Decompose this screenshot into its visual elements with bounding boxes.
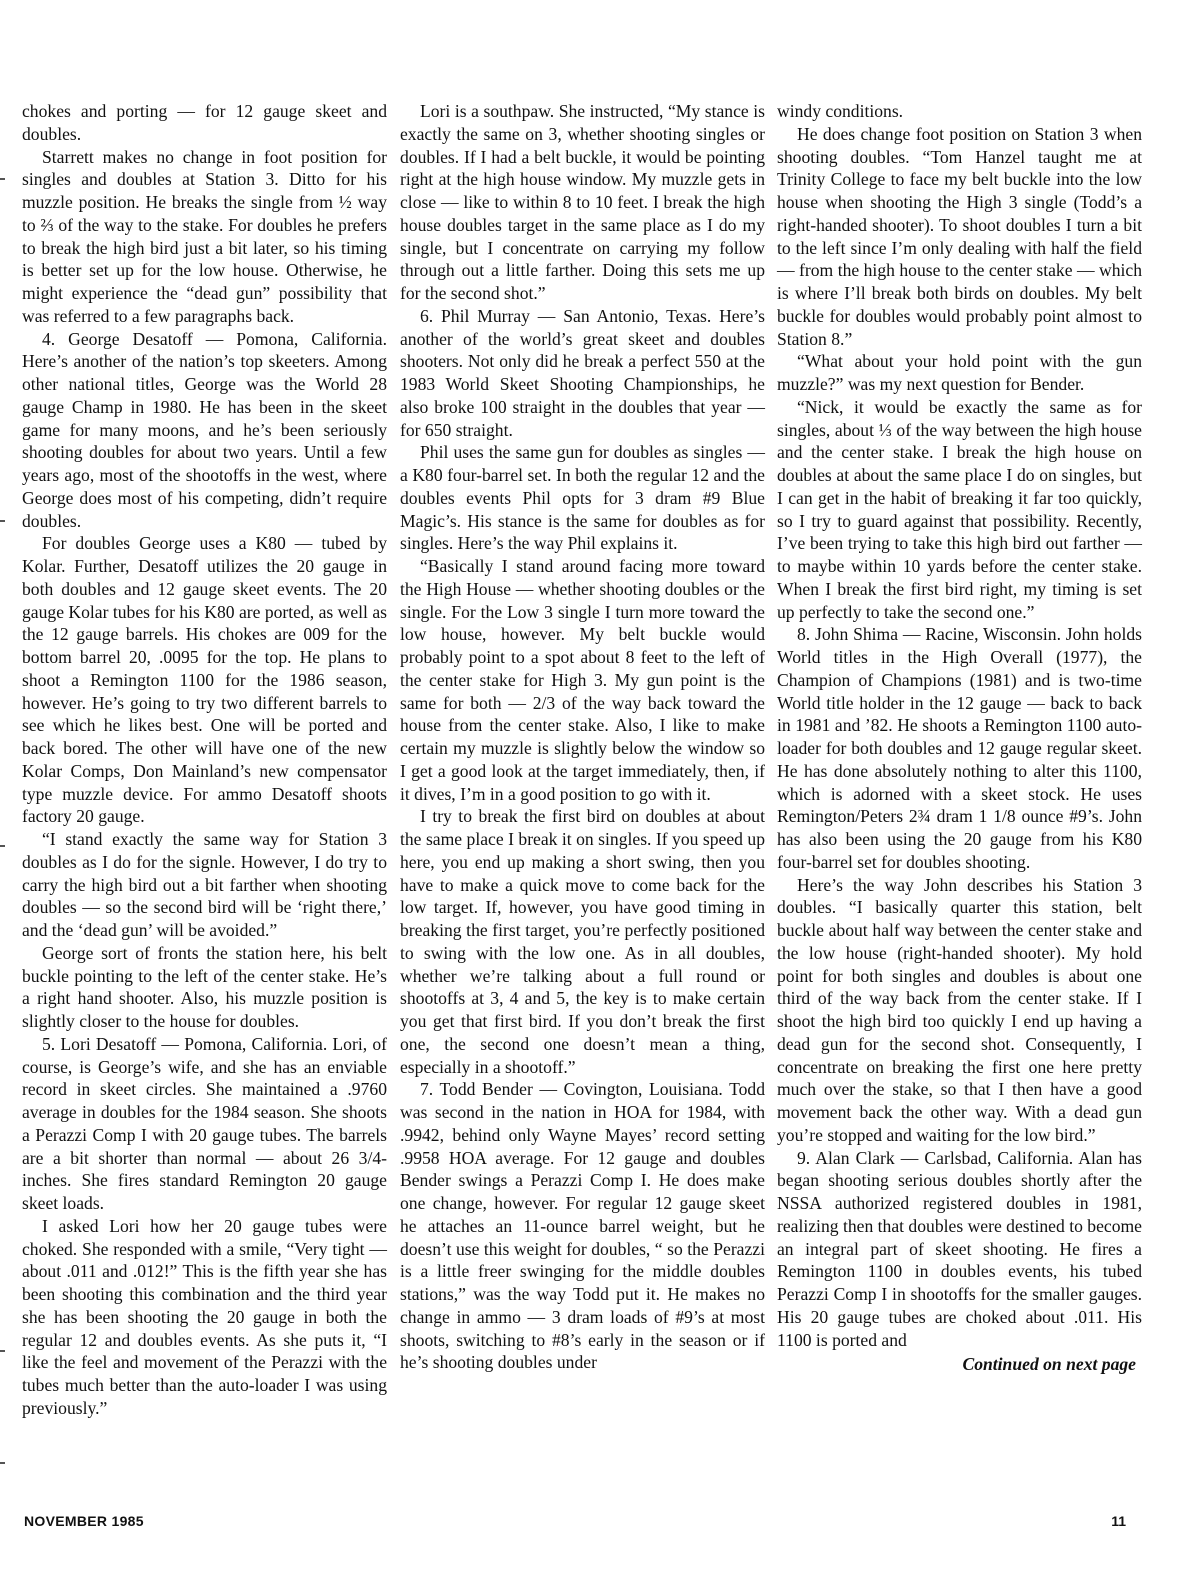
paragraph: I try to break the first bird on doubles at about the same place I break it on singles. If you speed up here, you end up making a short swing, then you have to make a quick move to come back for the low target. If, however, you have good timing in breaking the first target, you’re perfectly positioned to swing with the low one. As in all doubles, whether we’re talking about a full round or shootoffs at 3, 4 and 5, the key is to make certain you get that first bird. If you don’t break the first one, the second one doesn’t mean a thing, especially in a shootoff.”	[400, 806, 765, 1077]
paragraph: “Nick, it would be exactly the same as for singles, about ⅓ of the way between the high house and the center stake. I break the high house on doubles at about the same place I do on singles, but I can get in the habit of breaking it far too quickly, so I try to guard against that possibility. Recently, I’ve been trying to take this high bird out farther — to maybe within 10 yards before the center stake. When I break the first bird right, my timing is set up perfectly to take the second one.”	[777, 396, 1142, 622]
issue-date: NOVEMBER 1985	[24, 1513, 144, 1529]
paragraph: 6. Phil Murray — San Antonio, Texas. Here’s another of the world’s great skeet and doubles shooters. Not only did he break a perfect 550 at the 1983 World Skeet Shooting Championships, he also broke 100 straight in the doubles that year — for 650 straight.	[400, 305, 765, 440]
paragraph: chokes and porting — for 12 gauge skeet and doubles.	[22, 101, 387, 144]
paragraph: “Basically I stand around facing more toward the High House — whether shooting doubles or the single. For the Low 3 single I turn more toward the low house, however. My belt buckle would probably point to a spot about 8 feet to the left of the center stake for High 3. My gun point is the same for both — 2/3 of the way back toward the house from the center stake. Also, I like to make certain my muzzle is slightly below the window so I get a good look at the target immediately, then, if it dives, I’m in a good position to go with it.	[400, 556, 765, 804]
paragraph: Starrett makes no change in foot position for singles and doubles at Station 3. Ditto for his muzzle position. He breaks the single from ½ way to ⅔ of the way to the stake. For doubles he prefers to break the high bird just a bit later, so his timing is better set up for the low house. Otherwise, he might experience the “dead gun” possibility that was referred to a few paragraphs back.	[22, 146, 387, 326]
paragraph: George sort of fronts the station here, his belt buckle pointing to the left of the center stake. He’s a right hand shooter. Also, his muzzle position is slightly closer to the house for doubles.	[22, 942, 387, 1031]
paragraph: 7. Todd Bender — Covington, Louisiana. Todd was second in the nation in HOA for 1984, with .9942, behind only Wayne Mayes’ record setting .9958 HOA average. For 12 gauge and doubles Bender swings a Perazzi Comp I. He does make one change, however. For regular 12 gauge skeet he attaches an 11-ounce barrel weight, but he doesn’t use this weight for doubles, “ so the Perazzi is a little freer swinging for the middle doubles stations,” was the way Todd put it. He makes no change in ammo — 3 dram loads of #9’s at most shoots, switching to #8’s early in the season or if he’s shooting doubles under	[400, 1079, 765, 1373]
paragraph: Phil uses the same gun for doubles as singles — a K80 four-barrel set. In both the regular 12 and the doubles events Phil opts for 3 dram #9 Blue Magic’s. His stance is the same for doubles as for singles. Here’s the way Phil explains it.	[400, 442, 765, 554]
paragraph: I asked Lori how her 20 gauge tubes were choked. She responded with a smile, “Very tight — about .011 and .012!” This is the fifth year she has been shooting this combination and the third year she has been shooting the 20 gauge in both the regular 12 and doubles events. As she puts it, “I like the feel and movement of the Perazzi with the tubes much better than the auto-loader I was using previously.”	[22, 1215, 387, 1418]
text-column-2	[400, 100, 765, 1374]
scan-edge-mark	[0, 1462, 5, 1464]
continued-notice: Continued on next page	[962, 1354, 1136, 1375]
paragraph: He does change foot position on Station 3 when shooting doubles. “Tom Hanzel taught me at Trinity College to face my belt buckle into the low house when shooting the High 3 single (Todd’s a right-handed shooter). To shoot doubles I turn a bit to the left since I’m only dealing with half the field — from the high house to the center stake — which is where I’ll break both birds on doubles. My belt buckle for doubles would probably point almost to Station 8.”	[777, 123, 1142, 349]
paragraph: “What about your hold point with the gun muzzle?” was my next question for Bender.	[777, 351, 1142, 394]
paragraph: For doubles George uses a K80 — tubed by Kolar. Further, Desatoff utilizes the 20 gauge in both doubles and 12 gauge skeet events. The 20 gauge Kolar tubes for his K80 are ported, as well as the 12 gauge barrels. His chokes are 009 for the bottom barrel 20, .0095 for the top. He plans to shoot a Remington 1100 for the 1986 season, however. He’s going to try two different barrels to see which he likes best. One will be ported and back bored. The other will have one of the new Kolar Comps, Don Mainland’s new compensator type muzzle device. For ammo Desatoff shoots factory 20 gauge.	[22, 533, 387, 827]
scan-edge-mark	[0, 845, 5, 847]
paragraph: Lori is a southpaw. She instructed, “My stance is exactly the same on 3, whether shooting singles or doubles. If I had a belt buckle, it would be pointing right at the high house window. My muzzle gets in close — like to within 8 to 10 feet. I break the high house doubles target in the same place as I do my single, but I concentrate on carrying my follow through out a little farther. Doing this sets me up for the second shot.”	[400, 101, 765, 303]
paragraph: 5. Lori Desatoff — Pomona, California. Lori, of course, is George’s wife, and she has an enviable record in skeet circles. She maintained a .9760 average in doubles for the 1984 season. She shoots a Perazzi Comp I with 20 gauge tubes. The barrels are a bit shorter than normal — about 26 3/4-inches. She fires standard Remington 20 gauge skeet loads.	[22, 1033, 387, 1213]
scan-edge-mark	[0, 520, 5, 522]
scan-edge-mark	[0, 1350, 5, 1352]
scan-edge-mark	[0, 178, 5, 180]
paragraph: windy conditions.	[777, 101, 904, 121]
page-number: 11	[1111, 1513, 1126, 1529]
text-column-3	[777, 100, 1142, 1376]
paragraph: “I stand exactly the same way for Station 3 doubles as I do for the signle. However, I do try to carry the high bird out a bit farther when shooting doubles — so the second bird will be ‘right there,’ and the ‘dead gun’ will be avoided.”	[22, 829, 387, 940]
paragraph: 4. George Desatoff — Pomona, California. Here’s another of the nation’s top skeeters. Among other national titles, George was the World 28 gauge Champ in 1980. He has been in the skeet game for many moons, and he’s been seriously shooting doubles for about two years. Until a few years ago, most of the shootoffs in the west, where George does most of his competing, didn’t require doubles.	[22, 328, 387, 531]
paragraph: Here’s the way John describes his Station 3 doubles. “I basically quarter this station, belt buckle about half way between the center stake and the low house (right-handed shooter). My hold point for both singles and doubles is about one third of the way back from the center stake. If I shoot the high bird too quickly I end up having a dead gun for the second shot. Consequently, I concentrate on breaking the first one here pretty much over the stake, so that I then have a good movement back the other way. With a dead gun you’re stopped and waiting for the low bird.”	[777, 874, 1142, 1145]
text-column-1	[22, 100, 387, 1420]
paragraph: 9. Alan Clark — Carlsbad, California. Alan has began shooting serious doubles shortly after the NSSA authorized registered doubles in 1981, realizing then that doubles were destined to become an integral part of skeet shooting. He fires a Remington 1100 in doubles events, his tubed Perazzi Comp I in shootoffs for the smaller gauges. His 20 gauge tubes are choked about .011. His 1100 is ported and	[777, 1147, 1142, 1350]
paragraph: 8. John Shima — Racine, Wisconsin. John holds World titles in the High Overall (1977), the Champion of Champions (1981) and is two-time World title holder in the 12 gauge — back to back in 1981 and ’82. He shoots a Remington 1100 auto-loader for both doubles and 12 gauge regular skeet. He has done absolutely nothing to alter this 1100, which is adorned with a skeet stock. He uses Remington/Peters 2¾ dram 1 1/8 ounce #9’s. John has also been using the 20 gauge from his K80 four-barrel set for doubles shooting.	[777, 624, 1142, 872]
